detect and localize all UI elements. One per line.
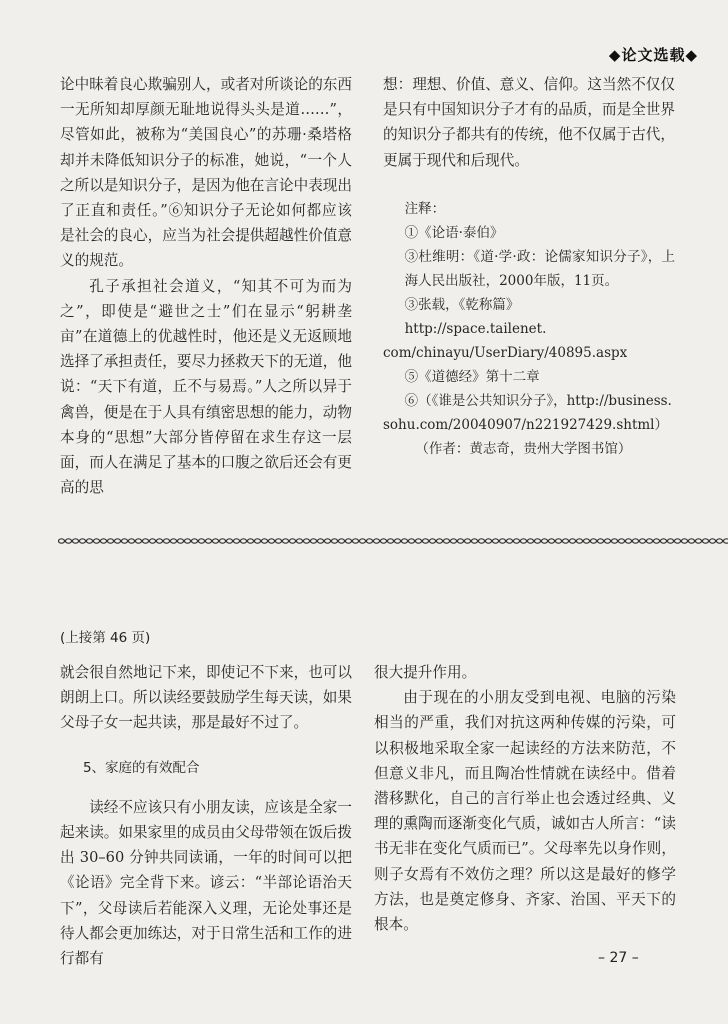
decorative-divider <box>58 537 728 545</box>
paragraph: 论中昧着良心欺骗别人，或者对所谈论的东西一无所知却厚颜无耻地说得头头是道……”，尽管如此，被称为“美国良心”的苏珊·桑塔格却并未降低知识分子的标准，她说，“一个人之所以是知识分子，是因为他在言论中表现出了正直和责任。”⑥知识分子无论如何都应该是社会的良心，应当为社会提供超越性价值意义的规范。 <box>60 76 352 270</box>
continuation-label: (上接第 46 页) <box>60 630 151 646</box>
notes-label: 注释： <box>404 200 446 217</box>
paragraph: 孔子承担社会道义，“知其不可为而为之”，即使是“避世之士”们在显示“躬耕垄亩”在道德上的优越性时，他还是义无返顾地选择了承担责任，要尽力拯救天下的无道，他说：“天下有道，丘不与易焉。”人之所以异于禽兽，便是在于人具有缜密思想的能力，动物本身的“思想”大部分皆停留在求生存这一层面，而人在满足了基本的口腹之欲后还会有更高的思 <box>60 277 352 497</box>
bottom-left-column <box>60 660 352 971</box>
author-credit: （作者：黄志奇，贵州大学图书馆） <box>415 440 632 457</box>
section-tag: ◆论文选载◆ <box>608 46 698 64</box>
notes-section <box>383 197 675 461</box>
note-item: ③杜维明：《道·学·政：论儒家知识分子》，上海人民出版社，2000年版，11页。 <box>404 248 675 289</box>
note-item: ③张载，《乾称篇》 <box>404 296 520 313</box>
note-url-continued: com/chinayu/UserDiary/40895.aspx <box>383 344 628 361</box>
note-item: ⑤《道德经》第十二章 <box>404 368 540 385</box>
paragraph: 由于现在的小朋友受到电视、电脑的污染相当的严重，我们对抗这两种传媒的污染，可以积极地采取全家一起读经的方法来防范，不但意义非凡，而且陶冶性情就在读经中。借着潜移默化，自己的言行举止也会透过经典、义理的熏陶而逐渐变化气质，诚如古人所言：“读书无非在变化气质而已”。父母率先以身作则，则子女焉有不效仿之理？所以这是最好的修学方法，也是奠定修身、齐家、治国、平天下的根本。 <box>374 689 676 934</box>
bottom-right-column <box>374 660 676 937</box>
note-item: ①《论语·泰伯》 <box>404 224 504 241</box>
paragraph: 读经不应该只有小朋友读，应该是全家一起来读。如果家里的成员由父母带领在饭后拨出 30–60 分钟共同读诵，一年的时间可以把《论语》完全背下来。谚云：“半部论语治天下”，父母读后若能深入义理，无论处事还是待人都会更加练达，对于日常生活和工作的进行都有 <box>60 798 352 968</box>
page-number: – 27 – <box>598 950 639 966</box>
note-url-continued: sohu.com/20040907/n221927429.shtml） <box>383 416 668 433</box>
section-heading: 5、家庭的有效配合 <box>82 759 200 776</box>
top-right-column <box>383 72 675 461</box>
note-item: ⑥（《谁是公共知识分子》，http://business. <box>404 392 672 409</box>
paragraph: 就会很自然地记下来，即使记不下来，也可以朗朗上口。所以读经要鼓励学生每天读，如果父母子女一起共读，那是最好不过了。 <box>60 664 352 732</box>
top-left-column <box>60 72 352 500</box>
paragraph: 想：理想、价值、意义、信仰。这当然不仅仅是只有中国知识分子才有的品质，而是全世界的知识分子都共有的传统，他不仅属于古代，更属于现代和后现代。 <box>383 76 675 169</box>
note-url: http://space.tailenet. <box>404 320 547 337</box>
paragraph: 很大提升作用。 <box>374 664 477 681</box>
